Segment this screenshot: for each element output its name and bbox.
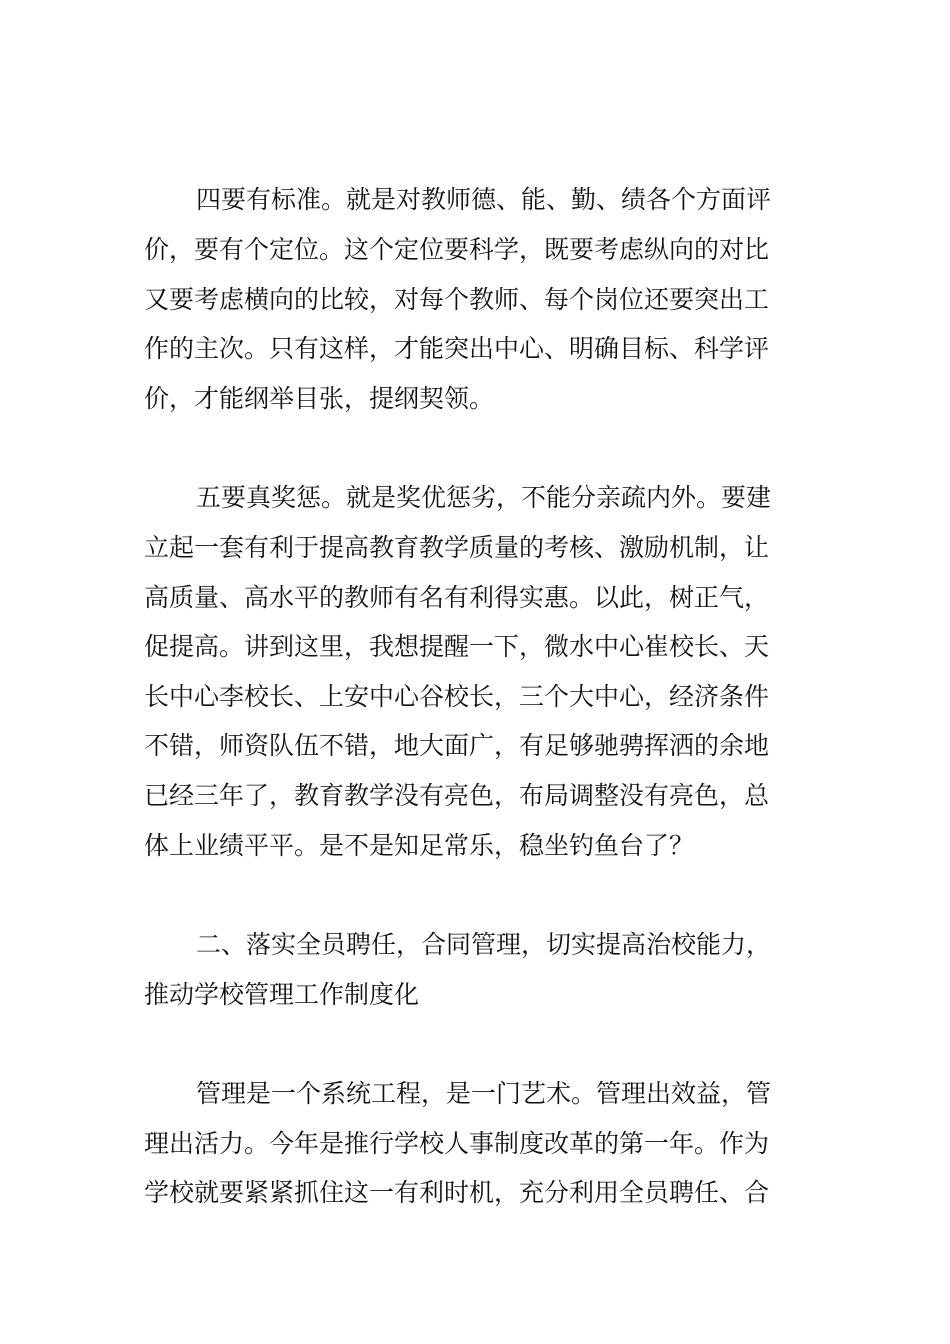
paragraph-line: 理出活力。今年是推行学校人事制度改革的第一年。作为: [144, 1129, 770, 1158]
paragraph-line: 长中心李校长、上安中心谷校长，三个大中心，经济条件: [144, 682, 770, 711]
paragraph-line: 已经三年了，教育教学没有亮色，布局调整没有亮色，总: [144, 781, 770, 810]
paragraph-line: 学校就要紧紧抓住这一有利时机，充分利用全员聘任、合: [144, 1178, 770, 1207]
section-heading-line: 二、落实全员聘任，合同管理，切实提高治校能力，: [196, 930, 772, 959]
paragraph-line: 促提高。讲到这里，我想提醒一下，微水中心崔校长、天: [144, 632, 770, 661]
paragraph-line: 价，才能纲举目张，提纲契领。: [144, 384, 495, 413]
paragraph-line: 作的主次。只有这样，才能突出中心、明确目标、科学评: [144, 334, 770, 363]
paragraph-line: 体上业绩平平。是不是知足常乐，稳坐钓鱼台了？: [144, 831, 695, 860]
section-heading-line: 推动学校管理工作制度化: [144, 980, 420, 1009]
paragraph-line: 价，要有个定位。这个定位要科学，既要考虑纵向的对比: [144, 235, 770, 264]
paragraph-line: 立起一套有利于提高教育教学质量的考核、激励机制，让: [144, 533, 770, 562]
paragraph-line: 又要考虑横向的比较，对每个教师、每个岗位还要突出工: [144, 285, 770, 314]
paragraph-line: 管理是一个系统工程，是一门艺术。管理出效益，管: [196, 1079, 772, 1108]
paragraph-line: 高质量、高水平的教师有名有利得实惠。以此，树正气，: [144, 583, 770, 612]
paragraph-line: 不错，师资队伍不错，地大面广，有足够驰骋挥洒的余地: [144, 731, 770, 760]
paragraph-line: 五要真奖惩。就是奖优惩劣，不能分亲疏内外。要建: [196, 483, 772, 512]
paragraph-line: 四要有标准。就是对教师德、能、勤、绩各个方面评: [196, 185, 772, 214]
